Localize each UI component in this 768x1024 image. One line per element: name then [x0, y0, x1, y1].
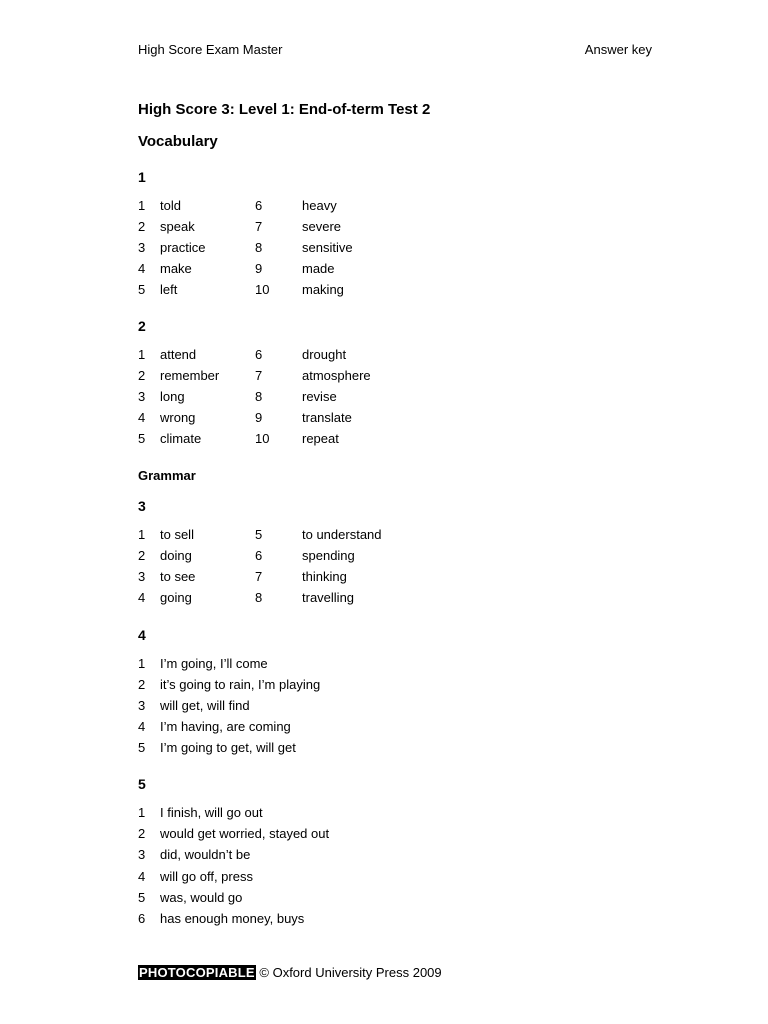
answer-text: spending	[302, 548, 355, 563]
answer-number: 6	[255, 548, 263, 563]
answer-text: severe	[302, 219, 342, 234]
answer-number: 8	[255, 389, 263, 404]
answer-row	[138, 389, 538, 410]
question-5-label: 5	[138, 776, 146, 792]
answer-text: repeat	[302, 431, 339, 446]
answer-text: has enough money, buys	[160, 911, 305, 926]
answer-text: will get, will find	[160, 698, 250, 713]
answer-number: 7	[255, 569, 263, 584]
answer-text: revise	[302, 389, 337, 404]
answer-row	[138, 590, 538, 611]
answer-number: 4	[138, 410, 146, 425]
answer-number: 3	[138, 240, 146, 255]
answer-number: 4	[138, 590, 146, 605]
answer-number: 1	[138, 805, 146, 820]
answer-text: doing	[160, 548, 192, 563]
answer-number: 5	[138, 282, 146, 297]
book-title: High Score Exam Master	[138, 42, 283, 57]
copyright-notice: © Oxford University Press 2009	[259, 965, 442, 980]
answer-number: 5	[255, 527, 263, 542]
answer-text: atmosphere	[302, 368, 371, 383]
answer-text: thinking	[302, 569, 347, 584]
answer-row	[138, 548, 538, 569]
answer-key-label: Answer key	[584, 42, 652, 57]
answer-text: going	[160, 590, 192, 605]
answer-number: 9	[255, 261, 263, 276]
answer-text: practice	[160, 240, 206, 255]
answer-number: 2	[138, 826, 146, 841]
answer-text: making	[302, 282, 344, 297]
answer-text: translate	[302, 410, 352, 425]
answer-number: 8	[255, 240, 263, 255]
answer-text: travelling	[302, 590, 355, 605]
photocopiable-badge: PHOTOCOPIABLE	[139, 965, 255, 980]
answer-number: 1	[138, 656, 146, 671]
answer-text: I’m going to get, will get	[160, 740, 296, 755]
answer-number: 10	[255, 282, 270, 297]
answer-row	[138, 198, 538, 219]
test-title: High Score 3: Level 1: End-of-term Test 2	[138, 101, 431, 118]
answer-row	[138, 261, 538, 282]
answer-number: 1	[138, 347, 146, 362]
answer-text: drought	[302, 347, 347, 362]
answer-text: speak	[160, 219, 195, 234]
answer-number: 3	[138, 389, 146, 404]
answer-number: 2	[138, 548, 146, 563]
answer-number: 4	[138, 869, 146, 884]
answer-text: climate	[160, 431, 202, 446]
page-footer	[138, 965, 442, 980]
answer-number: 6	[255, 347, 263, 362]
question-2-label: 2	[138, 318, 146, 334]
answer-number: 2	[138, 677, 146, 692]
answer-row	[138, 869, 538, 890]
answer-number: 7	[255, 368, 263, 383]
answer-text: to sell	[160, 527, 194, 542]
answer-text: it’s going to rain, I’m playing	[160, 677, 321, 692]
answer-row	[138, 847, 538, 868]
answer-row	[138, 240, 538, 261]
answer-text: will go off, press	[160, 869, 253, 884]
section-vocabulary: Vocabulary	[138, 133, 218, 150]
answer-row	[138, 677, 538, 698]
answer-number: 1	[138, 198, 146, 213]
answer-row	[138, 890, 538, 911]
answer-number: 2	[138, 219, 146, 234]
answer-text: left	[160, 282, 178, 297]
answer-text: remember	[160, 368, 220, 383]
answer-row	[138, 347, 538, 368]
answer-text: told	[160, 198, 181, 213]
answer-text: I’m having, are coming	[160, 719, 291, 734]
answer-text: attend	[160, 347, 197, 362]
answer-row	[138, 719, 538, 740]
answer-row	[138, 698, 538, 719]
answer-row	[138, 805, 538, 826]
answer-number: 6	[255, 198, 263, 213]
answer-number: 3	[138, 847, 146, 862]
answer-row	[138, 527, 538, 548]
question-1-label: 1	[138, 169, 146, 185]
answer-row	[138, 410, 538, 431]
answer-number: 5	[138, 740, 146, 755]
answer-row	[138, 826, 538, 847]
answer-text: would get worried, stayed out	[160, 826, 330, 841]
answer-row	[138, 431, 538, 452]
answer-text: heavy	[302, 198, 337, 213]
answer-text: did, wouldn’t be	[160, 847, 251, 862]
answer-row	[138, 219, 538, 240]
answer-number: 7	[255, 219, 263, 234]
section-grammar: Grammar	[138, 468, 196, 483]
question-4-label: 4	[138, 627, 146, 643]
answer-text: made	[302, 261, 335, 276]
answer-text: was, would go	[160, 890, 243, 905]
answer-number: 5	[138, 431, 146, 446]
answer-text: make	[160, 261, 192, 276]
question-3-label: 3	[138, 498, 146, 514]
answer-number: 1	[138, 527, 146, 542]
answer-number: 3	[138, 569, 146, 584]
answer-text: to see	[160, 569, 196, 584]
answer-number: 9	[255, 410, 263, 425]
answer-row	[138, 740, 538, 761]
answer-text: sensitive	[302, 240, 353, 255]
answer-text: to understand	[302, 527, 382, 542]
answer-row	[138, 911, 538, 932]
answer-row	[138, 282, 538, 303]
answer-text: I’m going, I’ll come	[160, 656, 268, 671]
answer-number: 3	[138, 698, 146, 713]
answer-number: 10	[255, 431, 270, 446]
answer-text: wrong	[160, 410, 196, 425]
answer-number: 8	[255, 590, 263, 605]
answer-number: 2	[138, 368, 146, 383]
answer-text: long	[160, 389, 185, 404]
answer-row	[138, 569, 538, 590]
answer-row	[138, 368, 538, 389]
answer-text: I finish, will go out	[160, 805, 263, 820]
answer-number: 5	[138, 890, 146, 905]
answer-number: 4	[138, 261, 146, 276]
answer-number: 6	[138, 911, 146, 926]
answer-number: 4	[138, 719, 146, 734]
answer-row	[138, 656, 538, 677]
